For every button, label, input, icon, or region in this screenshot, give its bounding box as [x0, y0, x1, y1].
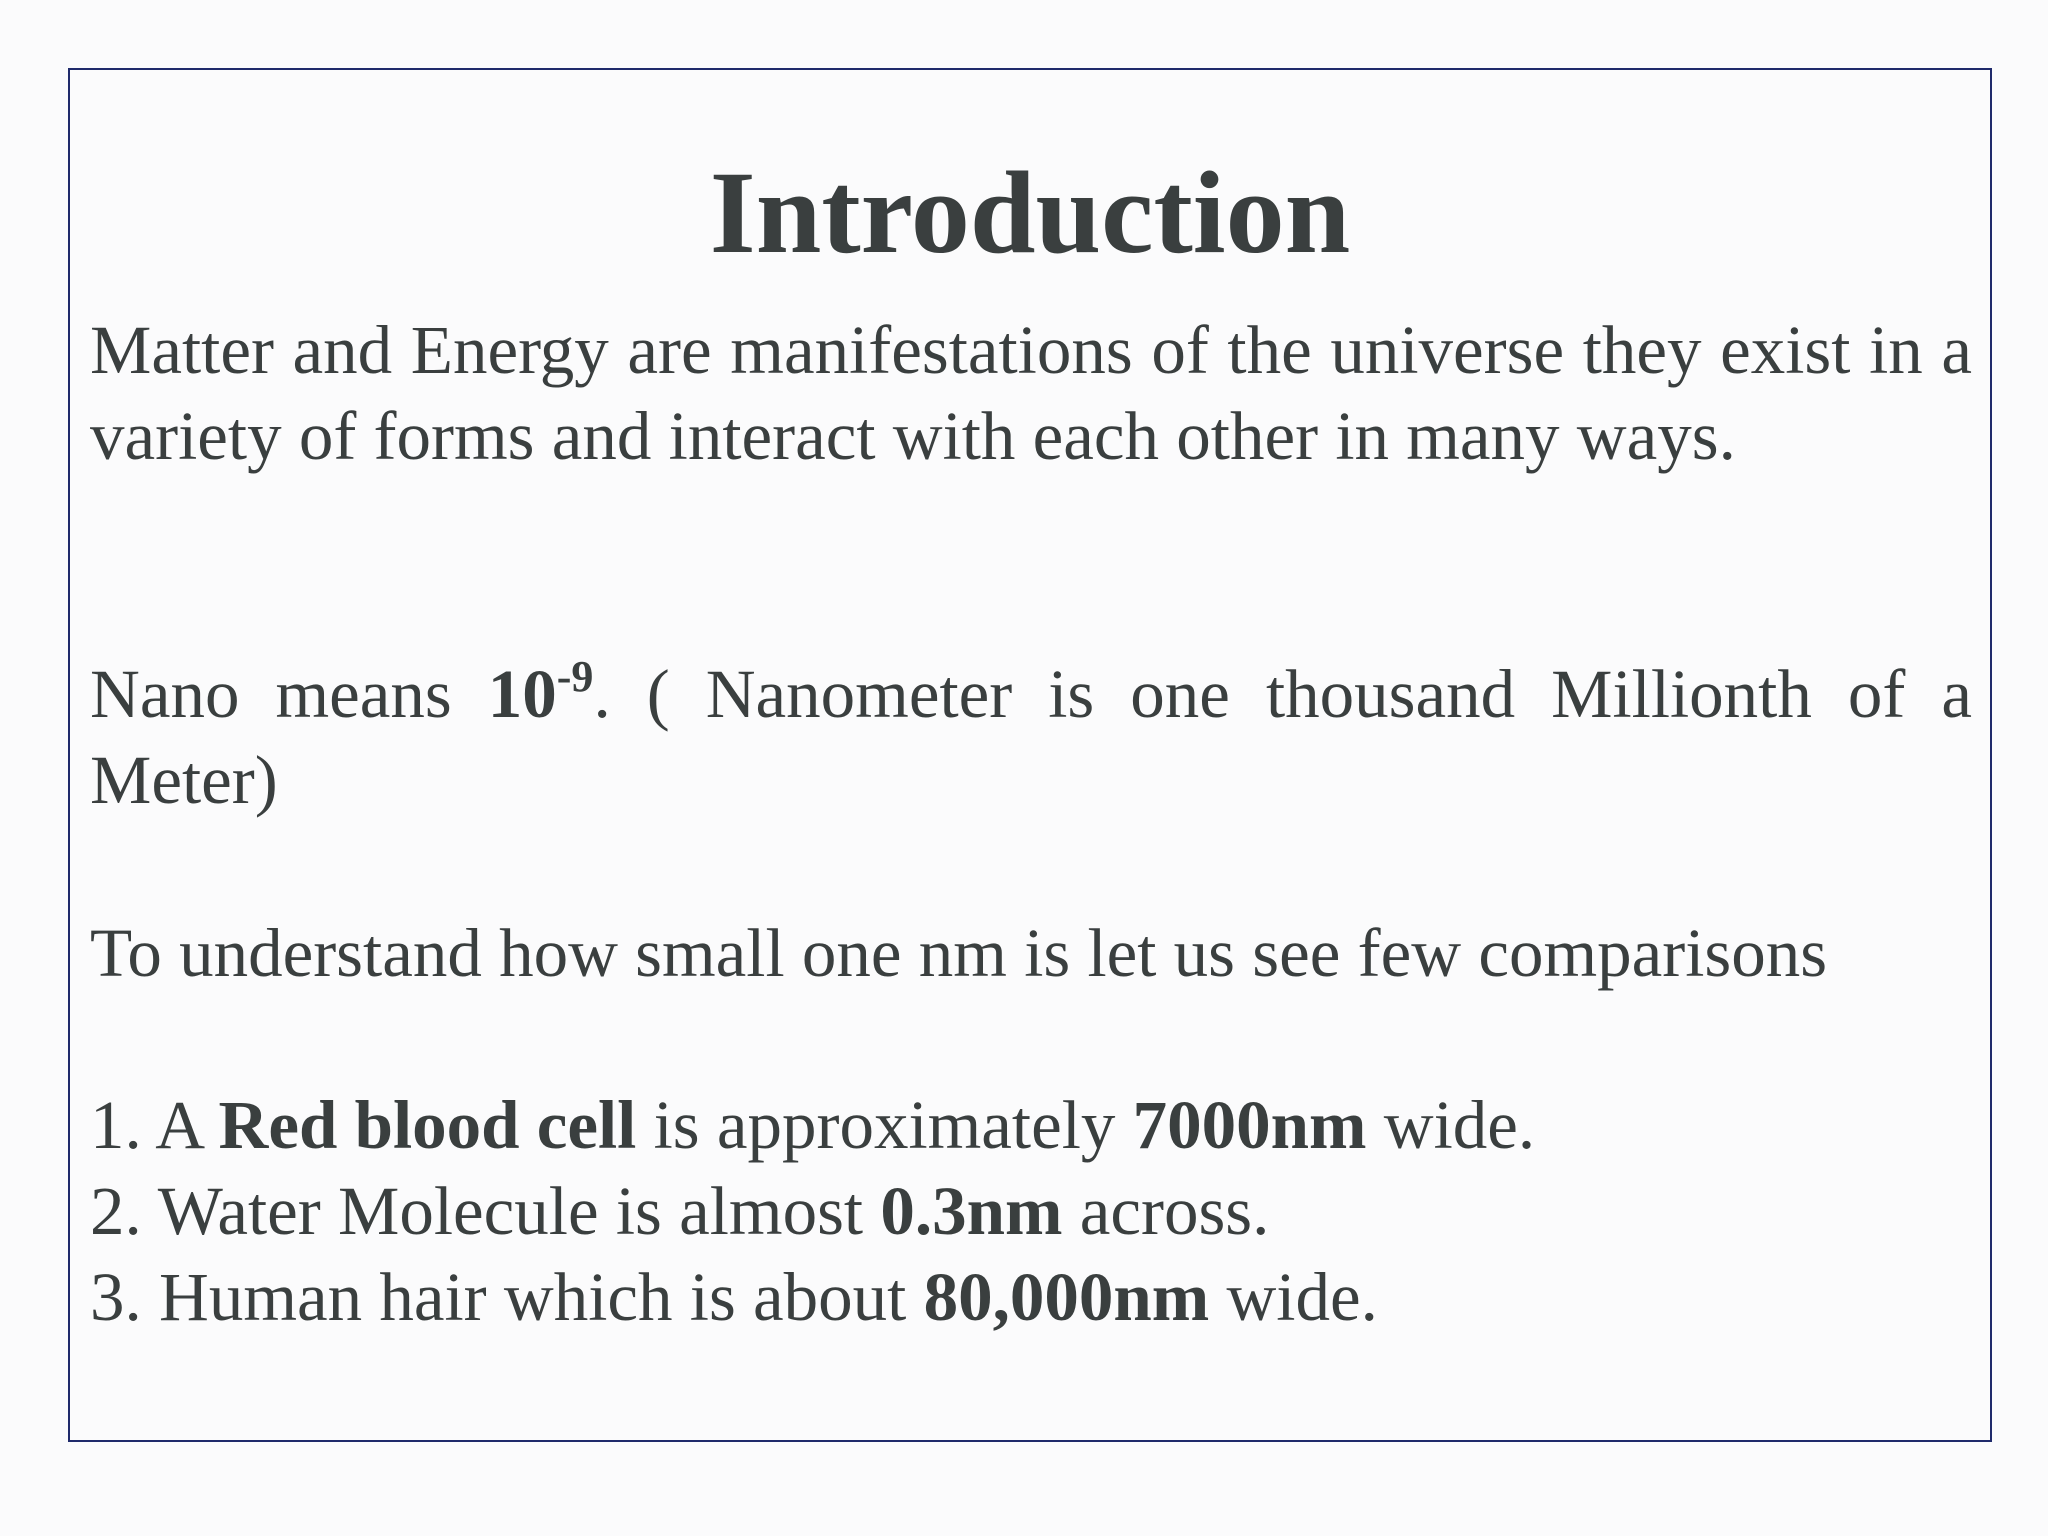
- slide-title: Introduction: [709, 147, 1351, 278]
- list-item-number: 2.: [90, 1173, 158, 1249]
- intro-paragraph-matter-energy: Matter and Energy are manifestations of the universe they exist in a variety of forms and interact with each other in many ways.: [90, 312, 1972, 474]
- list-item-bold-value: 80,000nm: [923, 1259, 1210, 1335]
- nano-power-base: 10: [487, 656, 557, 732]
- list-item-text: is approximately: [636, 1087, 1133, 1163]
- list-item-text: wide.: [1209, 1259, 1378, 1335]
- comparison-list: [90, 1082, 1972, 1340]
- nano-prefix-text: Nano means: [90, 656, 488, 732]
- list-item: [90, 1082, 1972, 1168]
- list-item-number: 1.: [90, 1087, 156, 1163]
- list-item-number: 3.: [90, 1259, 159, 1335]
- slide-frame: [68, 68, 1992, 1442]
- list-item-text: Human hair which is about: [159, 1259, 924, 1335]
- intro-paragraph-nano-definition: [90, 651, 1972, 823]
- list-item-text: A: [155, 1087, 219, 1163]
- list-item-text: Water Molecule is almost: [157, 1173, 881, 1249]
- list-item-text: across.: [1062, 1173, 1270, 1249]
- list-item-bold-value: 0.3nm: [880, 1173, 1063, 1249]
- list-item-bold-subject: Red blood cell: [218, 1087, 637, 1163]
- list-item: [90, 1254, 1972, 1340]
- list-item-bold-value: 7000nm: [1132, 1087, 1367, 1163]
- nano-power-exponent: -9: [556, 652, 594, 701]
- list-item-text: wide.: [1366, 1087, 1536, 1163]
- nano-suffix-text: . ( Nanometer is one thousand Millionth of a Meter): [90, 656, 1972, 818]
- list-item: [90, 1168, 1972, 1254]
- intro-paragraph-comparisons: To understand how small one nm is let us see few comparisons: [90, 915, 1828, 991]
